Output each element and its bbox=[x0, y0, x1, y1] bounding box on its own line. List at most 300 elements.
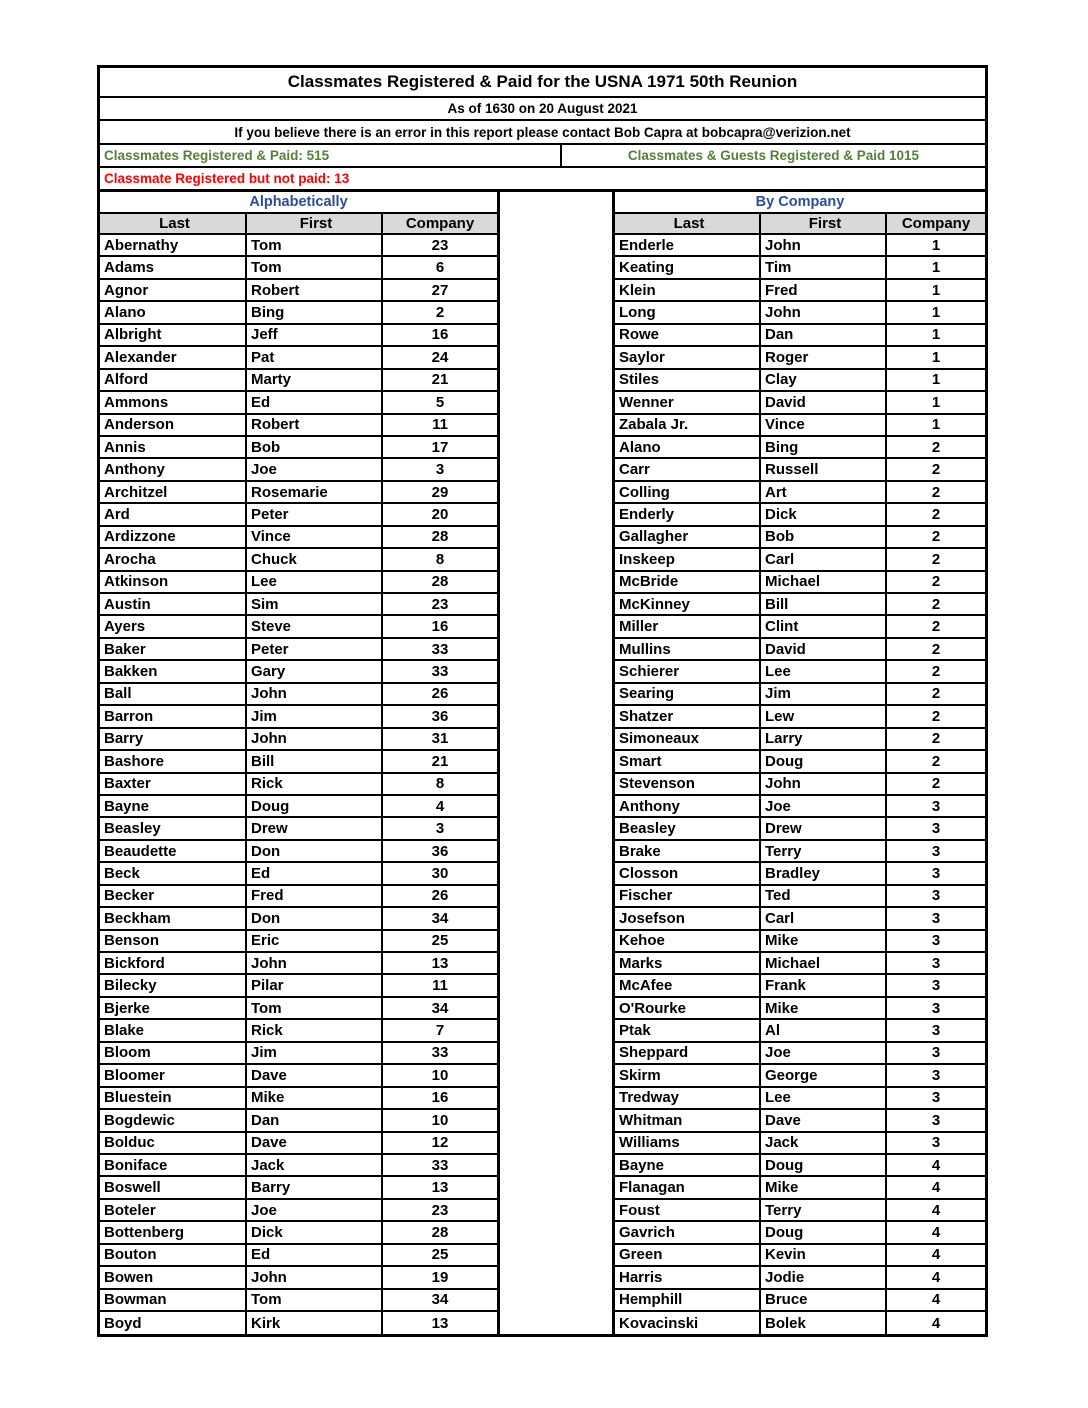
first-name-cell: Mike bbox=[761, 998, 887, 1018]
last-name-cell: Stiles bbox=[615, 370, 761, 390]
table-row bbox=[100, 235, 497, 257]
first-name-cell: Fred bbox=[247, 886, 383, 906]
first-name-cell: Russell bbox=[761, 459, 887, 479]
company-cell: 3 bbox=[931, 1066, 941, 1084]
last-name-cell: Bowman bbox=[100, 1290, 247, 1310]
table-row bbox=[615, 908, 985, 930]
last-name-cell: Bolduc bbox=[100, 1133, 247, 1153]
company-cell: 11 bbox=[432, 977, 448, 995]
first-name-cell: Don bbox=[247, 908, 383, 928]
first-name-cell: Tom bbox=[247, 998, 383, 1018]
first-name-cell: Ed bbox=[247, 392, 383, 412]
table-row bbox=[615, 1088, 985, 1110]
company-cell: 3 bbox=[931, 842, 941, 860]
company-cell: 2 bbox=[931, 483, 941, 501]
company-cell: 21 bbox=[431, 752, 449, 770]
report-contact-note: If you believe there is an error in this report please contact Bob Capra at bobcapra@verizion.net bbox=[100, 121, 985, 145]
company-cell: 36 bbox=[431, 707, 449, 725]
table-row bbox=[100, 1088, 497, 1110]
first-name-cell: Joe bbox=[761, 796, 887, 816]
company-cell: 33 bbox=[431, 663, 449, 681]
company-cell: 2 bbox=[931, 663, 941, 681]
table-row bbox=[615, 616, 985, 638]
first-name-cell: Lee bbox=[761, 661, 887, 681]
stats-row bbox=[100, 145, 985, 168]
last-name-cell: Inskeep bbox=[615, 549, 761, 569]
table-row bbox=[615, 1065, 985, 1087]
last-name-cell: Alano bbox=[615, 437, 761, 457]
table-row bbox=[100, 370, 497, 392]
table-row bbox=[615, 796, 985, 818]
first-name-cell: John bbox=[247, 729, 383, 749]
first-name-cell: Joe bbox=[247, 1200, 383, 1220]
first-name-cell: Steve bbox=[247, 616, 383, 636]
first-name-cell: Gary bbox=[247, 661, 383, 681]
last-name-cell: Anthony bbox=[100, 459, 247, 479]
first-name-cell: Barry bbox=[247, 1177, 383, 1197]
table-row bbox=[100, 1290, 497, 1312]
table-row bbox=[100, 504, 497, 526]
last-name-cell: Fischer bbox=[615, 886, 761, 906]
company-cell: 2 bbox=[931, 461, 941, 479]
first-name-cell: Joe bbox=[761, 1043, 887, 1063]
company-cell: 34 bbox=[431, 1291, 449, 1309]
table-row bbox=[615, 998, 985, 1020]
last-name-cell: Carr bbox=[615, 459, 761, 479]
first-name-cell: Ed bbox=[247, 1245, 383, 1265]
first-name-cell: Peter bbox=[247, 639, 383, 659]
table-row bbox=[100, 1267, 497, 1289]
last-name-cell: Arocha bbox=[100, 549, 247, 569]
last-name-cell: Ardizzone bbox=[100, 527, 247, 547]
table-row bbox=[100, 729, 497, 751]
company-cell: 26 bbox=[431, 887, 449, 905]
company-cell: 3 bbox=[931, 820, 941, 838]
table-row bbox=[100, 1312, 497, 1334]
table-row bbox=[100, 818, 497, 840]
table-row bbox=[100, 886, 497, 908]
last-name-cell: Williams bbox=[615, 1133, 761, 1153]
first-name-cell: Terry bbox=[761, 841, 887, 861]
first-name-cell: Lew bbox=[761, 706, 887, 726]
first-name-cell: Robert bbox=[247, 280, 383, 300]
first-name-cell: Doug bbox=[761, 1155, 887, 1175]
table-row bbox=[615, 1155, 985, 1177]
table-row bbox=[100, 482, 497, 504]
first-name-cell: Sim bbox=[247, 594, 383, 614]
table-row bbox=[100, 706, 497, 728]
first-name-cell: Bill bbox=[247, 751, 383, 771]
by-company-table-body bbox=[615, 235, 985, 1334]
company-cell: 28 bbox=[431, 1223, 449, 1241]
company-cell: 25 bbox=[431, 1246, 449, 1264]
last-name-cell: Boyd bbox=[100, 1312, 247, 1334]
table-row bbox=[615, 415, 985, 437]
last-name-cell: Beaudette bbox=[100, 841, 247, 861]
table-row bbox=[615, 1133, 985, 1155]
first-name-cell: Tom bbox=[247, 257, 383, 277]
last-name-cell: Alano bbox=[100, 302, 247, 322]
first-name-cell: Carl bbox=[761, 908, 887, 928]
last-name-cell: Green bbox=[615, 1245, 761, 1265]
last-name-cell: Sheppard bbox=[615, 1043, 761, 1063]
last-name-cell: Mullins bbox=[615, 639, 761, 659]
table-row bbox=[615, 863, 985, 885]
table-row bbox=[100, 1155, 497, 1177]
first-name-cell: Vince bbox=[247, 527, 383, 547]
first-name-cell: John bbox=[247, 1267, 383, 1287]
table-row bbox=[615, 931, 985, 953]
alphabetical-table bbox=[97, 192, 500, 1334]
company-cell: 11 bbox=[432, 416, 448, 434]
company-cell: 33 bbox=[431, 1156, 449, 1174]
first-name-cell: Frank bbox=[761, 975, 887, 995]
company-cell: 1 bbox=[931, 371, 941, 389]
company-cell: 3 bbox=[435, 820, 445, 838]
last-name-cell: Whitman bbox=[615, 1110, 761, 1130]
by-company-column-headers bbox=[615, 214, 985, 235]
table-row bbox=[100, 684, 497, 706]
report-timestamp: As of 1630 on 20 August 2021 bbox=[100, 98, 985, 121]
company-cell: 3 bbox=[931, 954, 941, 972]
table-row bbox=[615, 1043, 985, 1065]
first-name-cell: John bbox=[247, 953, 383, 973]
last-name-cell: Saylor bbox=[615, 347, 761, 367]
last-name-cell: Josefson bbox=[615, 908, 761, 928]
company-cell: 33 bbox=[431, 640, 449, 658]
last-name-cell: Zabala Jr. bbox=[615, 415, 761, 435]
table-row bbox=[615, 975, 985, 997]
last-name-cell: Simoneaux bbox=[615, 729, 761, 749]
table-row bbox=[615, 572, 985, 594]
last-name-cell: Barron bbox=[100, 706, 247, 726]
last-name-cell: Barry bbox=[100, 729, 247, 749]
table-row bbox=[100, 572, 497, 594]
last-name-cell: Blake bbox=[100, 1020, 247, 1040]
first-name-cell: Mike bbox=[247, 1088, 383, 1108]
company-cell: 28 bbox=[431, 528, 449, 546]
last-name-cell: Hemphill bbox=[615, 1290, 761, 1310]
last-name-cell: Ptak bbox=[615, 1020, 761, 1040]
company-cell: 8 bbox=[435, 550, 445, 568]
table-row bbox=[100, 841, 497, 863]
first-name-cell: Bill bbox=[761, 594, 887, 614]
company-cell: 3 bbox=[931, 1134, 941, 1152]
table-row bbox=[615, 1312, 985, 1334]
last-name-cell: Foust bbox=[615, 1200, 761, 1220]
first-name-cell: Mike bbox=[761, 931, 887, 951]
first-name-cell: Michael bbox=[761, 953, 887, 973]
company-cell: 4 bbox=[931, 1201, 941, 1219]
last-name-cell: Alford bbox=[100, 370, 247, 390]
company-cell: 20 bbox=[431, 505, 449, 523]
column-header-first: First bbox=[761, 214, 887, 233]
alphabetical-table-title: Alphabetically bbox=[100, 192, 497, 214]
first-name-cell: Terry bbox=[761, 1200, 887, 1220]
column-header-last: Last bbox=[100, 214, 247, 233]
table-row bbox=[100, 415, 497, 437]
last-name-cell: Bloom bbox=[100, 1043, 247, 1063]
company-cell: 36 bbox=[431, 842, 449, 860]
table-row bbox=[615, 684, 985, 706]
first-name-cell: Clay bbox=[761, 370, 887, 390]
first-name-cell: Tom bbox=[247, 235, 383, 255]
table-row bbox=[100, 1065, 497, 1087]
first-name-cell: Dick bbox=[761, 504, 887, 524]
last-name-cell: Gavrich bbox=[615, 1222, 761, 1242]
first-name-cell: John bbox=[761, 235, 887, 255]
first-name-cell: Bruce bbox=[761, 1290, 887, 1310]
company-cell: 3 bbox=[931, 932, 941, 950]
first-name-cell: Fred bbox=[761, 280, 887, 300]
last-name-cell: Bilecky bbox=[100, 975, 247, 995]
stat-registered-paid: Classmates Registered & Paid: 515 bbox=[100, 145, 562, 166]
table-row bbox=[615, 661, 985, 683]
first-name-cell: Tim bbox=[761, 257, 887, 277]
first-name-cell: Al bbox=[761, 1020, 887, 1040]
report-header bbox=[97, 65, 988, 192]
first-name-cell: Jim bbox=[247, 1043, 383, 1063]
company-cell: 2 bbox=[931, 505, 941, 523]
first-name-cell: David bbox=[761, 639, 887, 659]
company-cell: 16 bbox=[431, 326, 449, 344]
company-cell: 23 bbox=[431, 1201, 449, 1219]
first-name-cell: Lee bbox=[247, 572, 383, 592]
company-cell: 2 bbox=[931, 528, 941, 546]
last-name-cell: Bowen bbox=[100, 1267, 247, 1287]
company-cell: 13 bbox=[431, 954, 449, 972]
last-name-cell: Annis bbox=[100, 437, 247, 457]
table-row bbox=[615, 370, 985, 392]
company-cell: 2 bbox=[435, 304, 445, 322]
by-company-table-title: By Company bbox=[615, 192, 985, 214]
company-cell: 29 bbox=[431, 483, 449, 501]
last-name-cell: Alexander bbox=[100, 347, 247, 367]
table-row bbox=[100, 774, 497, 796]
last-name-cell: Harris bbox=[615, 1267, 761, 1287]
company-cell: 28 bbox=[431, 573, 449, 591]
first-name-cell: Doug bbox=[761, 751, 887, 771]
last-name-cell: Flanagan bbox=[615, 1177, 761, 1197]
table-row bbox=[100, 392, 497, 414]
company-cell: 31 bbox=[431, 730, 449, 748]
company-cell: 3 bbox=[931, 977, 941, 995]
company-cell: 2 bbox=[931, 775, 941, 793]
table-row bbox=[615, 280, 985, 302]
first-name-cell: Roger bbox=[761, 347, 887, 367]
first-name-cell: Dan bbox=[761, 325, 887, 345]
first-name-cell: Pilar bbox=[247, 975, 383, 995]
first-name-cell: Art bbox=[761, 482, 887, 502]
table-row bbox=[615, 1267, 985, 1289]
table-row bbox=[100, 908, 497, 930]
first-name-cell: John bbox=[761, 774, 887, 794]
last-name-cell: Anthony bbox=[615, 796, 761, 816]
last-name-cell: Baxter bbox=[100, 774, 247, 794]
company-cell: 2 bbox=[931, 640, 941, 658]
last-name-cell: Beasley bbox=[615, 818, 761, 838]
last-name-cell: O'Rourke bbox=[615, 998, 761, 1018]
first-name-cell: Joe bbox=[247, 459, 383, 479]
company-cell: 2 bbox=[931, 618, 941, 636]
column-header-company: Company bbox=[405, 215, 475, 232]
last-name-cell: Bayne bbox=[100, 796, 247, 816]
last-name-cell: Ball bbox=[100, 684, 247, 704]
last-name-cell: Enderly bbox=[615, 504, 761, 524]
first-name-cell: Jack bbox=[247, 1155, 383, 1175]
company-cell: 4 bbox=[435, 797, 445, 815]
first-name-cell: Tom bbox=[247, 1290, 383, 1310]
company-cell: 10 bbox=[431, 1111, 449, 1129]
first-name-cell: Rick bbox=[247, 1020, 383, 1040]
last-name-cell: Agnor bbox=[100, 280, 247, 300]
first-name-cell: Robert bbox=[247, 415, 383, 435]
first-name-cell: John bbox=[761, 302, 887, 322]
company-cell: 30 bbox=[431, 864, 449, 882]
last-name-cell: Architzel bbox=[100, 482, 247, 502]
table-row bbox=[100, 527, 497, 549]
last-name-cell: McBride bbox=[615, 572, 761, 592]
company-cell: 33 bbox=[431, 1044, 449, 1062]
table-row bbox=[615, 639, 985, 661]
first-name-cell: Bob bbox=[247, 437, 383, 457]
table-row bbox=[615, 459, 985, 481]
last-name-cell: Bakken bbox=[100, 661, 247, 681]
first-name-cell: Jim bbox=[761, 684, 887, 704]
table-row bbox=[615, 235, 985, 257]
table-row bbox=[100, 1020, 497, 1042]
company-cell: 10 bbox=[431, 1066, 449, 1084]
company-cell: 2 bbox=[931, 438, 941, 456]
company-cell: 23 bbox=[431, 236, 449, 254]
table-row bbox=[100, 1245, 497, 1267]
company-cell: 4 bbox=[931, 1246, 941, 1264]
company-cell: 3 bbox=[931, 1089, 941, 1107]
table-row bbox=[100, 931, 497, 953]
table-row bbox=[615, 818, 985, 840]
first-name-cell: Kevin bbox=[761, 1245, 887, 1265]
first-name-cell: Dick bbox=[247, 1222, 383, 1242]
table-row bbox=[100, 796, 497, 818]
company-cell: 4 bbox=[931, 1314, 941, 1332]
company-cell: 16 bbox=[431, 1089, 449, 1107]
company-cell: 24 bbox=[431, 348, 449, 366]
table-row bbox=[100, 975, 497, 997]
company-cell: 13 bbox=[431, 1314, 449, 1332]
last-name-cell: Schierer bbox=[615, 661, 761, 681]
table-row bbox=[100, 616, 497, 638]
company-cell: 3 bbox=[435, 461, 445, 479]
last-name-cell: McKinney bbox=[615, 594, 761, 614]
table-row bbox=[615, 841, 985, 863]
first-name-cell: Ed bbox=[247, 863, 383, 883]
first-name-cell: George bbox=[761, 1065, 887, 1085]
last-name-cell: Beckham bbox=[100, 908, 247, 928]
table-row bbox=[615, 706, 985, 728]
table-row bbox=[100, 639, 497, 661]
first-name-cell: Vince bbox=[761, 415, 887, 435]
company-cell: 7 bbox=[435, 1022, 445, 1040]
last-name-cell: Ammons bbox=[100, 392, 247, 412]
last-name-cell: Bottenberg bbox=[100, 1222, 247, 1242]
first-name-cell: Rick bbox=[247, 774, 383, 794]
last-name-cell: Searing bbox=[615, 684, 761, 704]
last-name-cell: Wenner bbox=[615, 392, 761, 412]
company-cell: 19 bbox=[431, 1268, 449, 1286]
company-cell: 3 bbox=[931, 887, 941, 905]
table-row bbox=[100, 347, 497, 369]
last-name-cell: Gallagher bbox=[615, 527, 761, 547]
company-cell: 21 bbox=[431, 371, 449, 389]
company-cell: 8 bbox=[435, 775, 445, 793]
last-name-cell: Marks bbox=[615, 953, 761, 973]
company-cell: 2 bbox=[931, 752, 941, 770]
stat-not-paid: Classmate Registered but not paid: 13 bbox=[104, 171, 350, 186]
last-name-cell: Boswell bbox=[100, 1177, 247, 1197]
table-gap-spacer bbox=[500, 192, 612, 1334]
company-cell: 3 bbox=[931, 1044, 941, 1062]
company-cell: 3 bbox=[931, 864, 941, 882]
company-cell: 1 bbox=[931, 348, 941, 366]
last-name-cell: Brake bbox=[615, 841, 761, 861]
table-row bbox=[615, 1020, 985, 1042]
first-name-cell: Dave bbox=[247, 1133, 383, 1153]
table-row bbox=[615, 1177, 985, 1199]
table-row bbox=[100, 459, 497, 481]
last-name-cell: Abernathy bbox=[100, 235, 247, 255]
last-name-cell: Boteler bbox=[100, 1200, 247, 1220]
company-cell: 3 bbox=[931, 1111, 941, 1129]
company-cell: 2 bbox=[931, 685, 941, 703]
company-cell: 1 bbox=[931, 259, 941, 277]
first-name-cell: Pat bbox=[247, 347, 383, 367]
company-cell: 1 bbox=[931, 326, 941, 344]
company-cell: 34 bbox=[431, 909, 449, 927]
company-cell: 2 bbox=[931, 550, 941, 568]
first-name-cell: Doug bbox=[761, 1222, 887, 1242]
first-name-cell: Larry bbox=[761, 729, 887, 749]
first-name-cell: Bradley bbox=[761, 863, 887, 883]
company-cell: 1 bbox=[931, 416, 941, 434]
table-row bbox=[615, 504, 985, 526]
column-header-first: First bbox=[247, 214, 383, 233]
first-name-cell: Drew bbox=[247, 818, 383, 838]
last-name-cell: Atkinson bbox=[100, 572, 247, 592]
table-row bbox=[615, 953, 985, 975]
table-row bbox=[100, 953, 497, 975]
first-name-cell: Dave bbox=[247, 1065, 383, 1085]
table-row bbox=[100, 257, 497, 279]
company-cell: 12 bbox=[431, 1134, 449, 1152]
table-row bbox=[100, 863, 497, 885]
company-cell: 4 bbox=[931, 1179, 941, 1197]
table-row bbox=[615, 886, 985, 908]
company-cell: 26 bbox=[431, 685, 449, 703]
table-row bbox=[615, 751, 985, 773]
last-name-cell: Adams bbox=[100, 257, 247, 277]
first-name-cell: Doug bbox=[247, 796, 383, 816]
last-name-cell: Beasley bbox=[100, 818, 247, 838]
company-cell: 1 bbox=[931, 281, 941, 299]
first-name-cell: Rosemarie bbox=[247, 482, 383, 502]
first-name-cell: Jack bbox=[761, 1133, 887, 1153]
column-header-last: Last bbox=[615, 214, 761, 233]
company-cell: 1 bbox=[931, 236, 941, 254]
company-cell: 6 bbox=[435, 259, 445, 277]
table-row bbox=[615, 774, 985, 796]
alphabetical-table-body bbox=[100, 235, 497, 1334]
table-row bbox=[615, 1290, 985, 1312]
